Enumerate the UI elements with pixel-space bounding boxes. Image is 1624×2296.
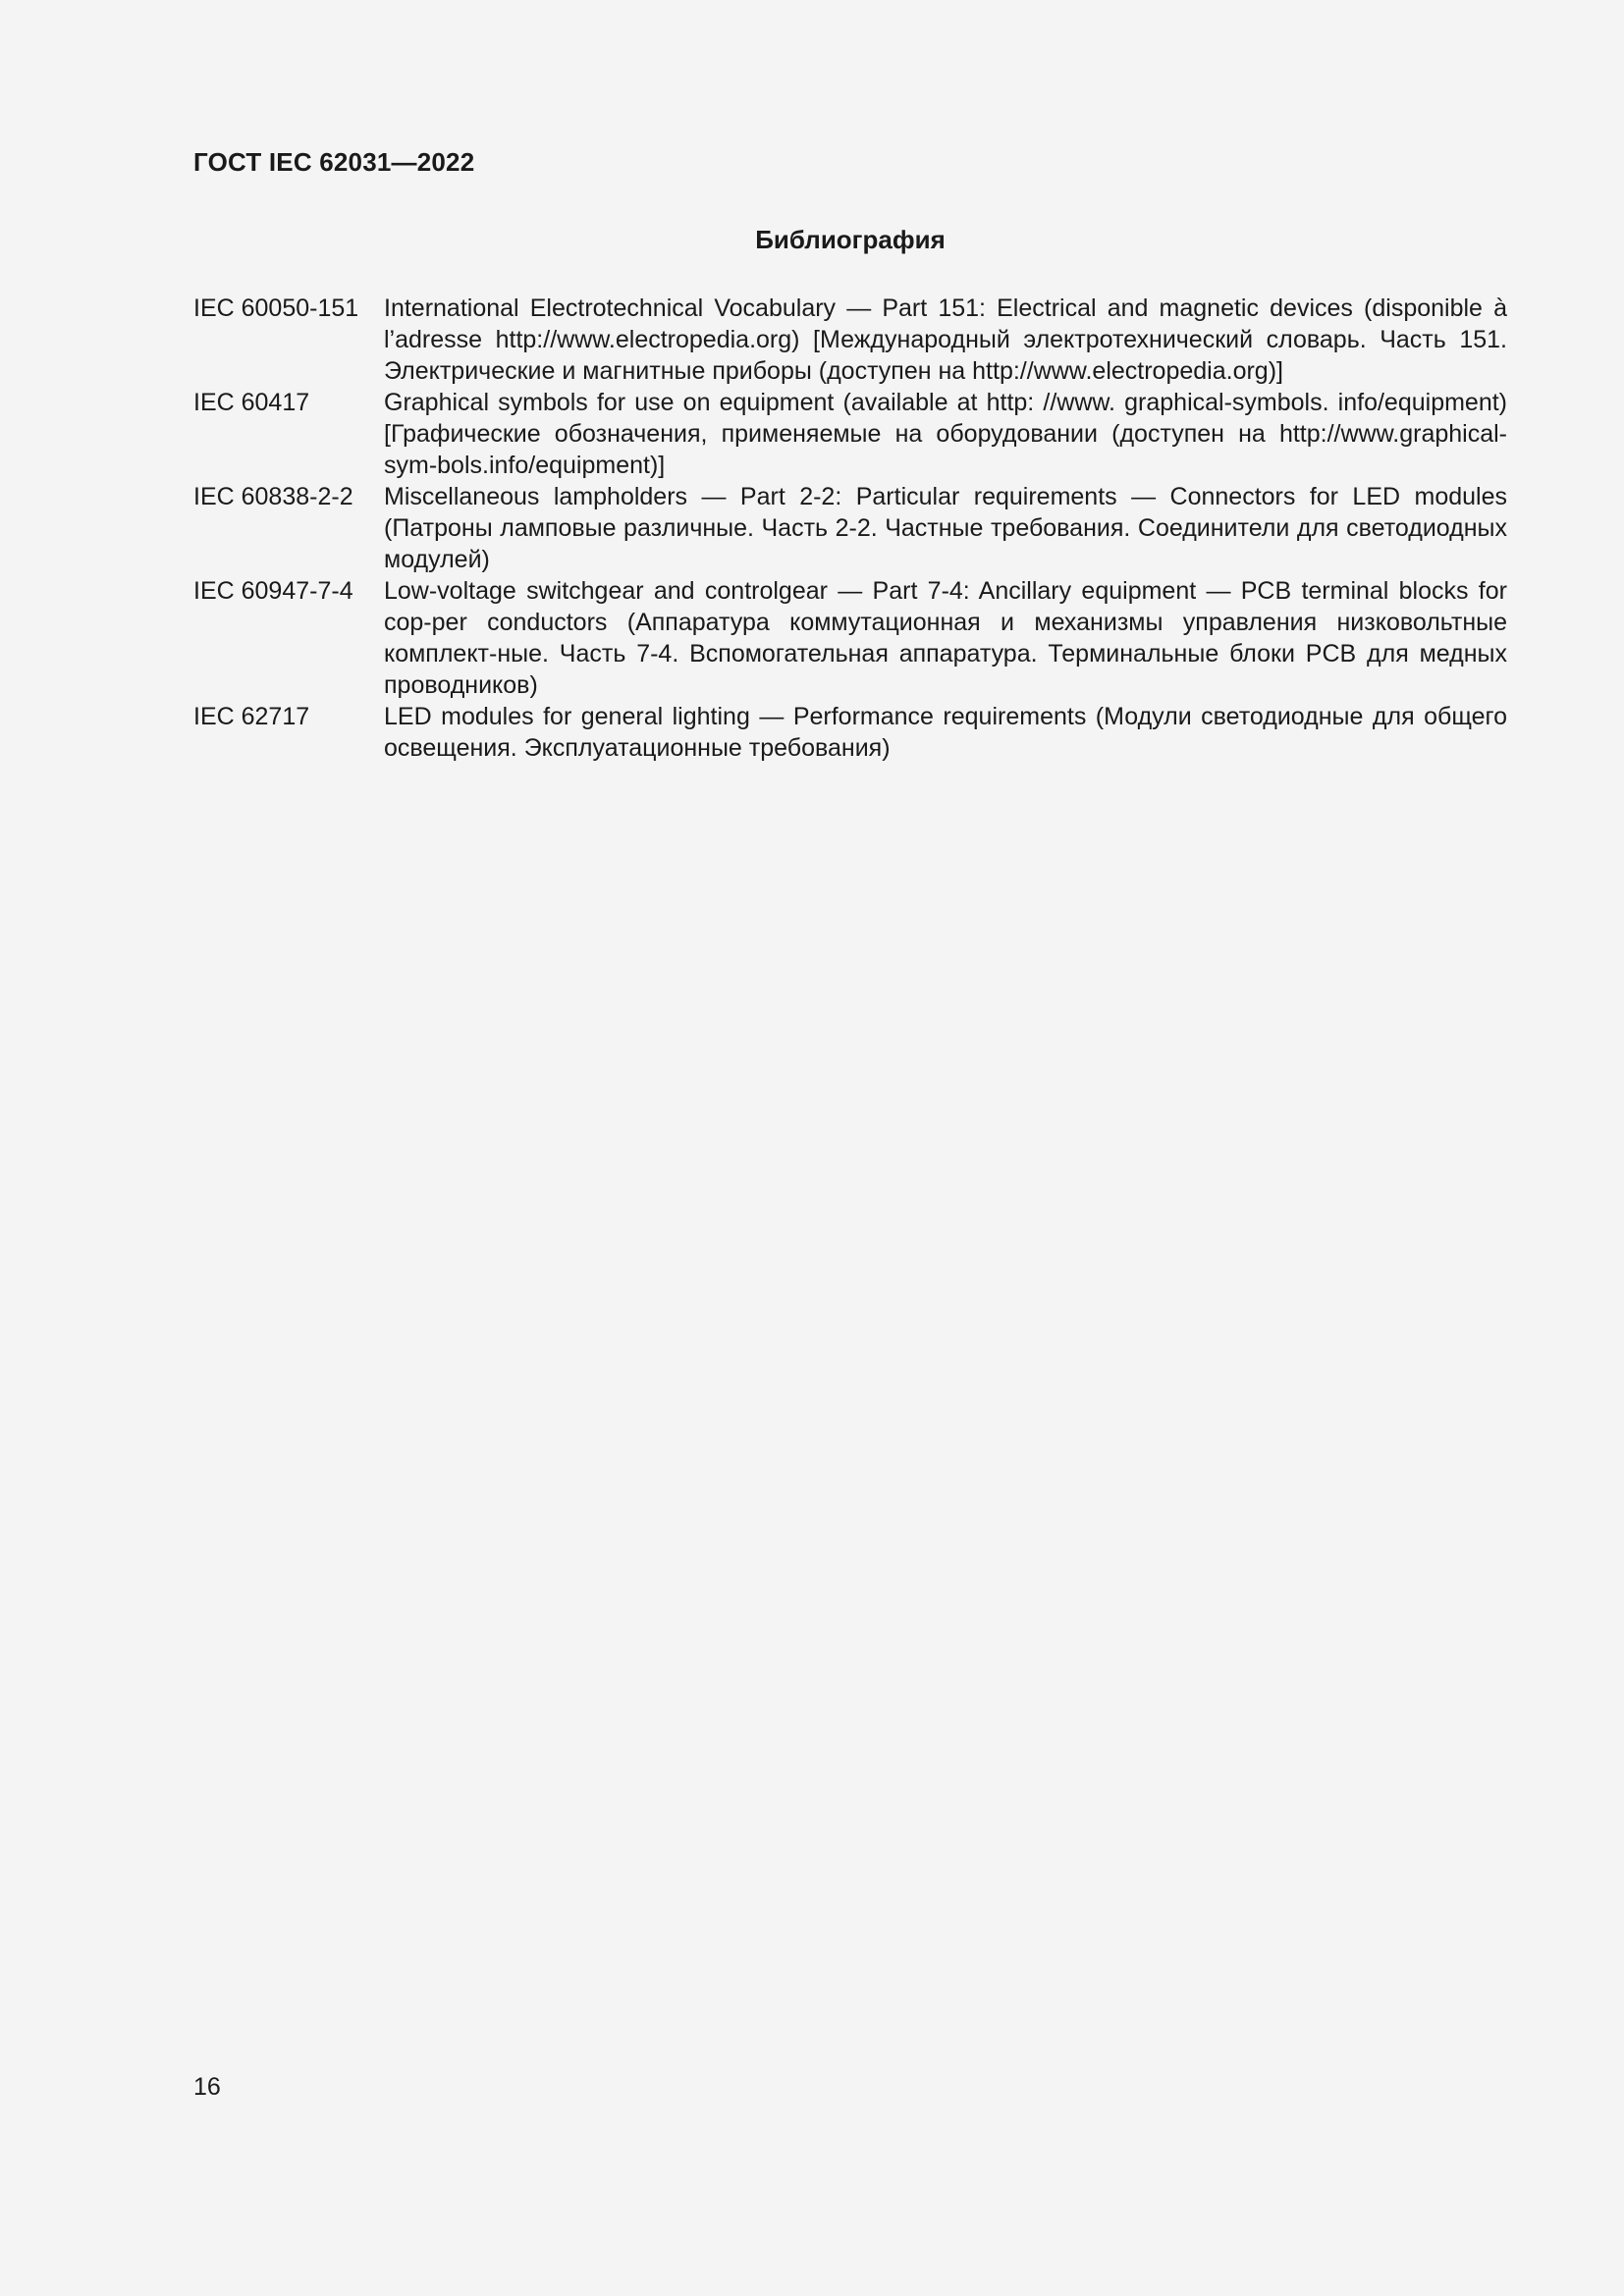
entry-text: Graphical symbols for use on equipment (available at http: //www. graphical-symbols. info/equipment) [Графические обозначения, применяемые на оборудовании (доступен на http://www.graphical-sym-bols.info/equipment)] [384,389,1507,479]
entry-code: IEC 60947-7-4 [193,577,353,605]
bibliography-entry [193,575,1507,701]
entry-code: IEC 60838-2-2 [193,483,353,510]
entry-code: IEC 60417 [193,389,310,416]
entry-code: IEC 62717 [193,703,310,730]
document-header: ГОСТ IEC 62031—2022 [193,147,475,177]
bibliography-entry [193,387,1507,481]
bibliography-entry [193,293,1507,387]
entry-text: Low-voltage switchgear and controlgear — Part 7-4: Ancillary equipment — PCB terminal blocks for cop-per conductors (Аппаратура коммутационная и механизмы управления низковольтные комплект-ные. Часть 7-4. Вспомогательная аппаратура. Терминальные блоки PCB для медных проводников) [384,577,1507,699]
entry-text: International Electrotechnical Vocabulary — Part 151: Electrical and magnetic devices (disponible à l’adresse http://www.electropedia.org) [Международный электротехнический словарь. Часть 151. Электрические и магнитные приборы (доступен на http://www.electropedia.org)] [384,294,1507,385]
entry-text: Miscellaneous lampholders — Part 2-2: Particular requirements — Connectors for LED modules (Патроны ламповые различные. Часть 2-2. Частные требования. Соединители для светодиодных модулей) [384,483,1507,573]
entry-text: LED modules for general lighting — Performance requirements (Модули светодиодные для общего освещения. Эксплуатационные требования) [384,703,1507,762]
entry-code: IEC 60050-151 [193,294,359,322]
bibliography-entry [193,701,1507,764]
bibliography-entry [193,481,1507,575]
bibliography-list [193,293,1507,764]
section-title: Библиография [755,225,946,254]
page-number: 16 [193,2073,221,2101]
